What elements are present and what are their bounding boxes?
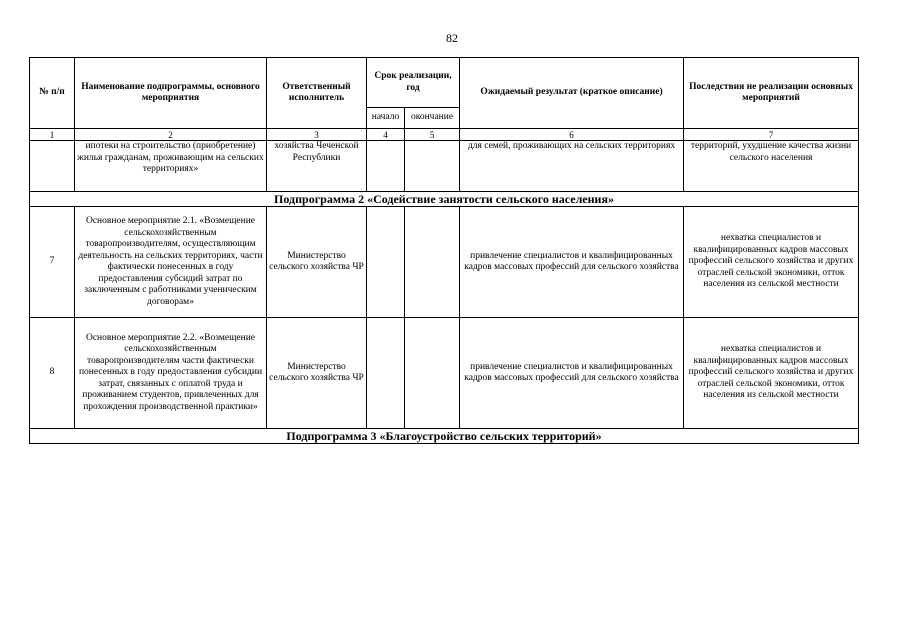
- row-num: 7: [30, 207, 75, 318]
- column-number: 4: [367, 129, 405, 141]
- header-result: Ожидаемый результат (краткое описание): [460, 58, 684, 129]
- row-result: для семей, проживающих на сельских территориях: [460, 141, 684, 192]
- header-end: окончание: [405, 108, 460, 129]
- row-result: привлечение специалистов и квалифицированных кадров массовых профессий для сельского хозяйства: [460, 207, 684, 318]
- column-numbers-row: [30, 129, 859, 141]
- row-num: 8: [30, 318, 75, 429]
- subprogram-2-title: Подпрограмма 2 «Содействие занятости сельского населения»: [30, 192, 859, 207]
- table-row: [30, 141, 859, 192]
- row-end: [405, 141, 460, 192]
- header-responsible: Ответственный исполнитель: [267, 58, 367, 129]
- row-start: [367, 141, 405, 192]
- table-row: [30, 318, 859, 429]
- column-number: 5: [405, 129, 460, 141]
- row-end: [405, 207, 460, 318]
- activities-table: [29, 57, 859, 444]
- row-start: [367, 207, 405, 318]
- header-name: Наименование подпрограммы, основного мероприятия: [75, 58, 267, 129]
- row-consequences: территорий, ухудшение качества жизни сельского населения: [684, 141, 859, 192]
- row-num: [30, 141, 75, 192]
- row-name: Основное мероприятие 2.2. «Возмещение сельскохозяйственным товаропроизводителям части фактически понесенных в году предоставления субсидии затрат, связанных с оплатой труда и проживанием студентов, привлеченных для прохождения производственной практики»: [75, 318, 267, 429]
- row-result: привлечение специалистов и квалифицированных кадров массовых профессий для сельского хозяйства: [460, 318, 684, 429]
- row-consequences: нехватка специалистов и квалифицированных кадров массовых профессий сельского хозяйства и других отраслей сельской экономики, отток населения из сельской местности: [684, 207, 859, 318]
- page-number: 82: [446, 31, 458, 45]
- column-number: 2: [75, 129, 267, 141]
- column-number: 3: [267, 129, 367, 141]
- row-name: ипотеки на строительство (приобретение) жилья гражданам, проживающим на сельских территориях»: [75, 141, 267, 192]
- table-row: [30, 207, 859, 318]
- subprogram-3-title: Подпрограмма 3 «Благоустройство сельских территорий»: [30, 429, 859, 444]
- row-end: [405, 318, 460, 429]
- section-row: [30, 429, 859, 444]
- row-responsible: Министерство сельского хозяйства ЧР: [267, 318, 367, 429]
- column-number: 6: [460, 129, 684, 141]
- column-number: 7: [684, 129, 859, 141]
- table-header-row: [30, 58, 859, 108]
- header-start: начало: [367, 108, 405, 129]
- row-consequences: нехватка специалистов и квалифицированных кадров массовых профессий сельского хозяйства и других отраслей сельской экономики, отток населения из сельской местности: [684, 318, 859, 429]
- section-row: [30, 192, 859, 207]
- header-term: Срок реализации, год: [367, 58, 460, 108]
- row-name: Основное мероприятие 2.1. «Возмещение сельскохозяйственным товаропроизводителям, осуществляющим деятельность на сельских территориях, части фактически понесенных в году предоставления субсидий затрат по заключенным с работниками ученическим договорам»: [75, 207, 267, 318]
- header-consequences: Последствия не реализации основных мероприятий: [684, 58, 859, 129]
- row-responsible: хозяйства Чеченской Республики: [267, 141, 367, 192]
- column-number: 1: [30, 129, 75, 141]
- row-responsible: Министерство сельского хозяйства ЧР: [267, 207, 367, 318]
- header-num: № п/п: [30, 58, 75, 129]
- row-start: [367, 318, 405, 429]
